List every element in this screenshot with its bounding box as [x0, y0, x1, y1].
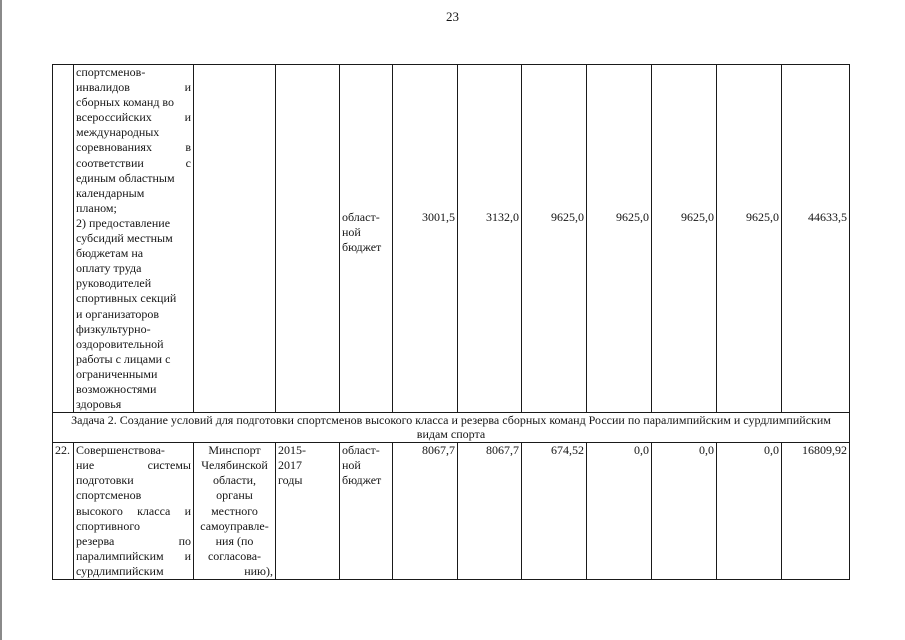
description-line: ние системы: [76, 458, 191, 473]
table-row-continued: [53, 65, 850, 413]
value: 44633,5: [808, 210, 847, 224]
description-line: спортсменов: [76, 488, 142, 503]
funding-source-cell: [340, 443, 393, 580]
description-line: планом;: [76, 200, 117, 215]
total-value-cell: 16809,92: [782, 443, 850, 580]
description-line: оплату труда: [76, 261, 142, 276]
description-line: и организаторов: [76, 306, 160, 321]
description-line: резерва по: [76, 533, 191, 548]
description-line: подготовки: [76, 473, 134, 488]
total-value-cell: [782, 65, 850, 413]
description-line: оздоровительной: [76, 336, 164, 351]
executor-line: нию),: [244, 563, 273, 578]
description-line: сборных команд во: [76, 95, 175, 110]
value-cell: 674,52: [522, 443, 587, 580]
value-cell: 0,0: [652, 443, 717, 580]
program-activities-table: [52, 64, 850, 580]
activity-description-cell: [74, 443, 194, 580]
period-line: годы: [278, 473, 303, 488]
description-line: возможностями: [76, 381, 157, 396]
executor-line: ния (по: [215, 533, 254, 548]
table-row-22: [53, 443, 850, 580]
description-line: Совершенствова-: [76, 443, 165, 458]
description-line: международных: [76, 125, 160, 140]
description-line: бюджетам на: [76, 246, 144, 261]
description-line: субсидий местным: [76, 231, 173, 246]
executor-line: согласова-: [207, 548, 262, 563]
description-line: спортивного: [76, 518, 140, 533]
source-line: област-: [342, 443, 380, 458]
executor-line: самоуправле-: [200, 518, 269, 533]
value: 9625,0: [616, 210, 649, 224]
value-cell: [458, 65, 522, 413]
value-cell: 0,0: [587, 443, 652, 580]
description-line: календарным: [76, 185, 145, 200]
row-number-cell: [53, 65, 74, 413]
description-line: спортсменов-: [76, 65, 146, 79]
description-line: единым областным: [76, 170, 175, 185]
description-line: спортивных секций: [76, 291, 177, 306]
executor-line: Челябинской: [201, 458, 268, 473]
period-cell: [276, 65, 340, 413]
source-line: бюджет: [342, 473, 382, 488]
description-line: руководителей: [76, 276, 152, 291]
value: 9625,0: [681, 210, 714, 224]
scan-edge: [0, 0, 2, 640]
executor-line: органы: [216, 488, 253, 503]
value-cell: [587, 65, 652, 413]
description-line: соревнованиях в: [76, 140, 191, 155]
description-line: паралимпийским и: [76, 548, 191, 563]
period-line: 2017: [278, 458, 302, 473]
period-line: 2015-: [278, 443, 306, 458]
executor-cell: [194, 443, 276, 580]
task-heading: Задача 2. Создание условий для подготовки спортсменов высокого класса и резерва сборных команд России по паралимпийским и сурдлимпийским видам спорта: [53, 413, 850, 443]
value-cell: [393, 65, 458, 413]
description-line: работы с лицами с: [76, 351, 171, 366]
activity-description-cell: [74, 65, 194, 413]
value-cell: [652, 65, 717, 413]
value-cell: [717, 65, 782, 413]
value: 9625,0: [551, 210, 584, 224]
executor-line: области,: [212, 473, 257, 488]
value: 9625,0: [746, 210, 779, 224]
task-heading-row: [53, 413, 850, 443]
funding-source-cell: [340, 65, 393, 413]
source-line: бюджет: [342, 240, 382, 255]
description-line: физкультурно-: [76, 321, 151, 336]
executor-line: Минспорт: [208, 443, 261, 458]
description-line: ограниченными: [76, 366, 158, 381]
description-line: соответствии с: [76, 155, 191, 170]
period-cell: [276, 443, 340, 580]
description-line: здоровья: [76, 397, 122, 412]
source-line: област-: [342, 210, 380, 224]
executor-cell: [194, 65, 276, 413]
value-cell: 0,0: [717, 443, 782, 580]
value-cell: 8067,7: [458, 443, 522, 580]
description-line: 2) предоставление: [76, 215, 171, 230]
source-line: ной: [342, 225, 361, 240]
source-line: ной: [342, 458, 361, 473]
value: 3001,5: [422, 210, 455, 224]
description-line: сурдлимпийским: [76, 563, 164, 578]
description-line: инвалидов и: [76, 80, 191, 95]
executor-line: местного: [211, 503, 258, 518]
row-number-cell: 22.: [53, 443, 74, 580]
value: 3132,0: [486, 210, 519, 224]
value-cell: 8067,7: [393, 443, 458, 580]
description-line: всероссийских и: [76, 110, 191, 125]
page-number: 23: [446, 9, 459, 24]
value-cell: [522, 65, 587, 413]
description-line: высокого класса и: [76, 503, 191, 518]
